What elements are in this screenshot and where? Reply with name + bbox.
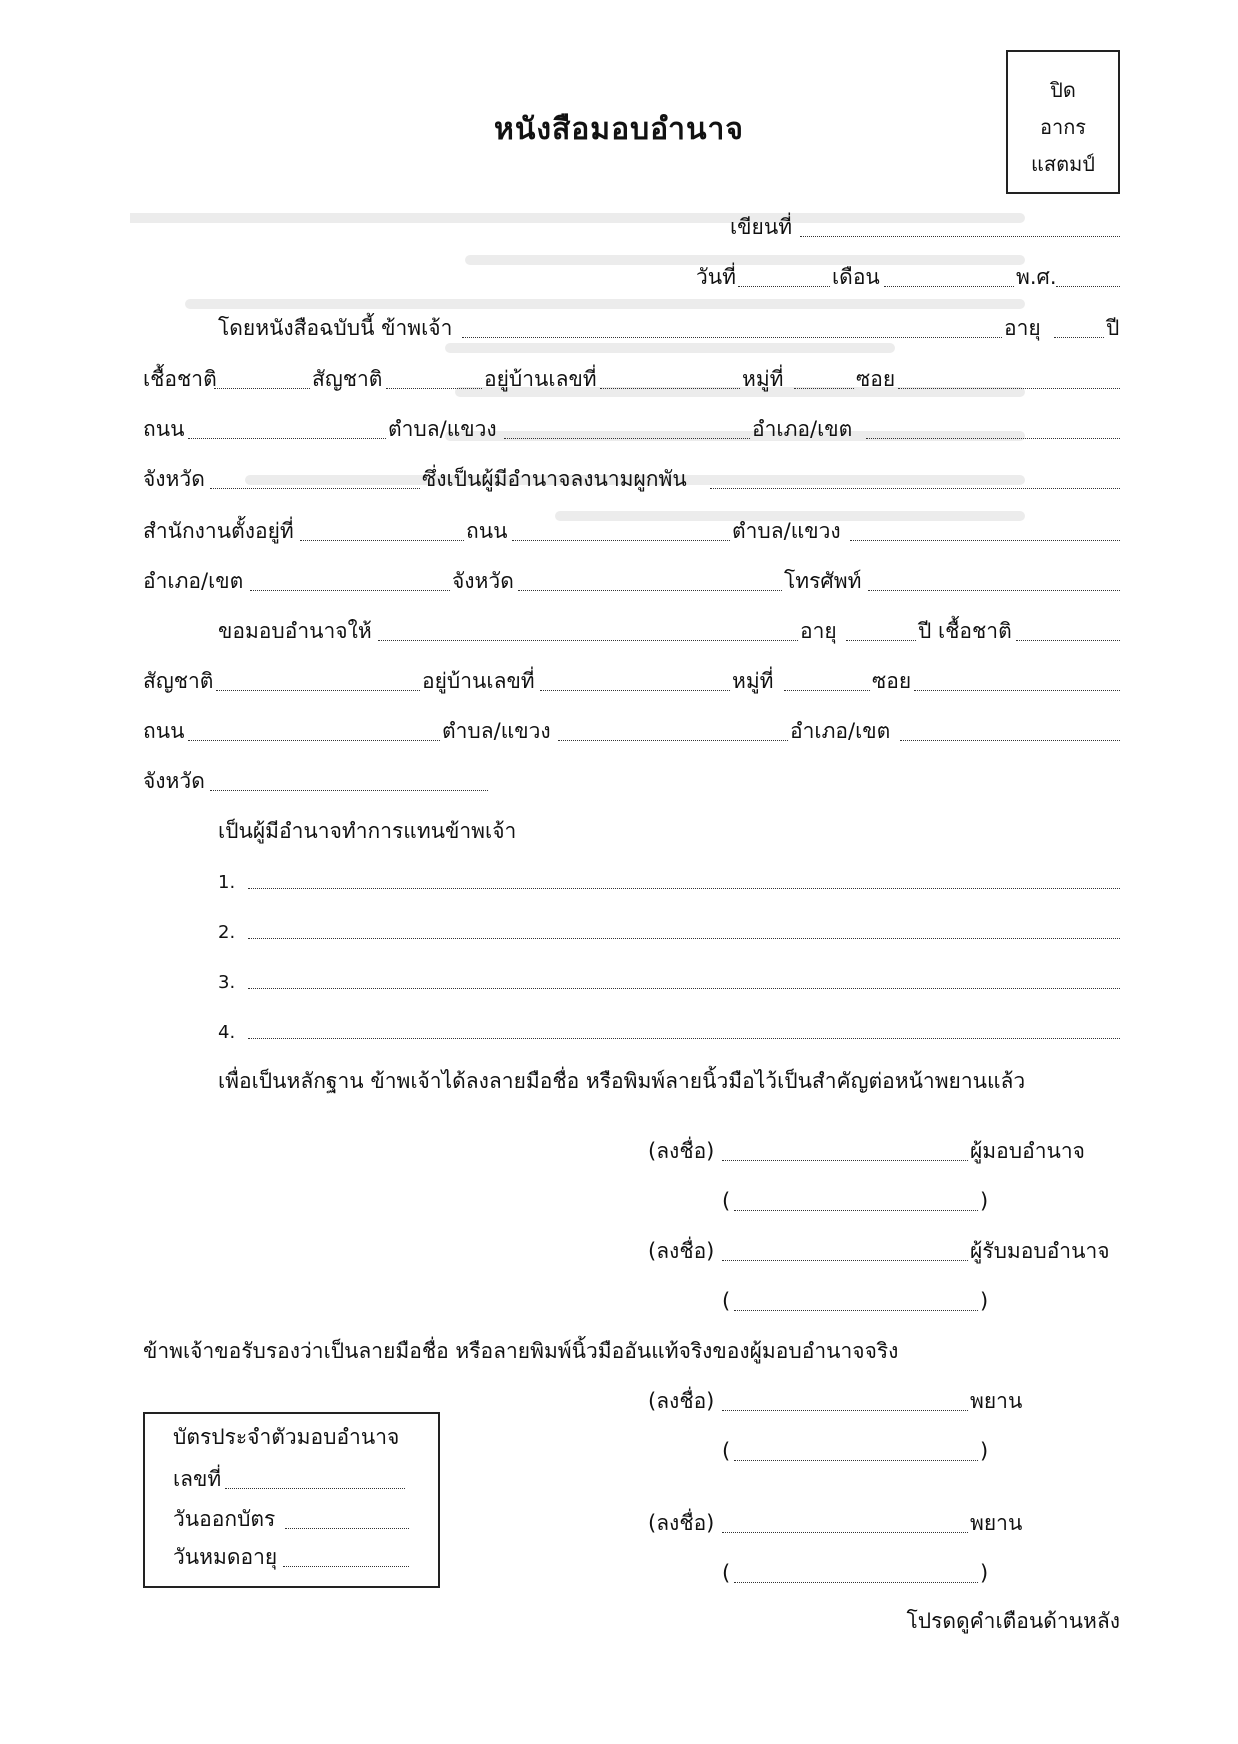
authority-intro: เป็นผู้มีอำนาจทำการแทนข้าพเจ้า bbox=[218, 819, 517, 843]
grantee-nationality-label: สัญชาติ bbox=[143, 669, 214, 693]
office-province-label: จังหวัด bbox=[452, 569, 514, 593]
grantor-role: ผู้มอบอำนาจ bbox=[970, 1139, 1085, 1163]
grantee-intro: ขอมอบอำนาจให้ bbox=[218, 619, 372, 643]
id-card-expiry-field[interactable] bbox=[283, 1566, 409, 1567]
written-at-field[interactable] bbox=[800, 236, 1120, 237]
authority-item-number: 2. bbox=[218, 922, 236, 943]
witness-printed-name-field[interactable] bbox=[734, 1460, 978, 1461]
office-province-field[interactable] bbox=[518, 590, 782, 591]
open-paren: ( bbox=[722, 1289, 731, 1313]
grantee-soi-field[interactable] bbox=[914, 690, 1120, 691]
id-card-title: บัตรประจำตัวมอบอำนาจ bbox=[173, 1425, 400, 1449]
footer-note: โปรดดูคำเตือนด้านหลัง bbox=[906, 1609, 1120, 1633]
office-phone-label: โทรศัพท์ bbox=[784, 569, 862, 593]
authority-item-field[interactable] bbox=[248, 888, 1120, 889]
evidence-statement: เพื่อเป็นหลักฐาน ข้าพเจ้าได้ลงลายมือชื่อ หรือพิมพ์ลายนิ้วมือไว้เป็นสำคัญต่อหน้าพยานแล้ว bbox=[218, 1069, 1026, 1093]
grantee-age-field[interactable] bbox=[846, 640, 916, 641]
witness-role: พยาน bbox=[970, 1389, 1023, 1413]
grantor-age-label: อายุ bbox=[1004, 316, 1041, 340]
office-road-field[interactable] bbox=[512, 540, 730, 541]
grantee-moo-label: หมู่ที่ bbox=[732, 669, 774, 693]
witness-signature-field[interactable] bbox=[722, 1410, 968, 1411]
grantor-moo-field[interactable] bbox=[794, 388, 854, 389]
open-paren: ( bbox=[722, 1189, 731, 1213]
stamp-line: ปิด bbox=[1050, 78, 1076, 102]
grantor-years-label: ปี bbox=[1106, 316, 1120, 340]
office-subdistrict-label: ตำบล/แขวง bbox=[732, 519, 841, 543]
authority-item-field[interactable] bbox=[248, 1038, 1120, 1039]
id-card-number-label: เลขที่ bbox=[173, 1467, 222, 1491]
grantor-soi-field[interactable] bbox=[898, 388, 1120, 389]
grantor-house-field[interactable] bbox=[600, 388, 740, 389]
grantee-road-label: ถนน bbox=[143, 719, 185, 743]
close-paren: ) bbox=[980, 1289, 989, 1313]
certification-statement: ข้าพเจ้าขอรับรองว่าเป็นลายมือชื่อ หรือลายพิมพ์นิ้วมืออันแท้จริงของผู้มอบอำนาจจริง bbox=[143, 1339, 899, 1363]
grantee-age-label: อายุ bbox=[800, 619, 837, 643]
grantor-name-field[interactable] bbox=[462, 337, 1002, 338]
grantee-district-label: อำเภอ/เขต bbox=[790, 719, 891, 743]
grantor-company-field[interactable] bbox=[710, 488, 1120, 489]
authority-item-field[interactable] bbox=[248, 988, 1120, 989]
grantor-province-field[interactable] bbox=[210, 488, 420, 489]
grantor-nationality-field[interactable] bbox=[386, 388, 482, 389]
grantor-subdistrict-field[interactable] bbox=[504, 438, 750, 439]
month-label: เดือน bbox=[832, 265, 880, 289]
grantee-subdistrict-field[interactable] bbox=[558, 740, 788, 741]
id-card-expiry-label: วันหมดอายุ bbox=[173, 1545, 278, 1569]
authority-item-number: 4. bbox=[218, 1022, 236, 1043]
sign-label: (ลงชื่อ) bbox=[648, 1139, 715, 1163]
grantor-house-label: อยู่บ้านเลขที่ bbox=[484, 367, 597, 391]
grantee-years-race-label: ปี เชื้อชาติ bbox=[918, 619, 1012, 643]
close-paren: ) bbox=[980, 1189, 989, 1213]
grantor-race-label: เชื้อชาติ bbox=[143, 367, 217, 391]
office-district-field[interactable] bbox=[250, 590, 450, 591]
grantee-name-field[interactable] bbox=[378, 640, 798, 641]
authority-item-number: 1. bbox=[218, 872, 236, 893]
witness-role: พยาน bbox=[970, 1511, 1023, 1535]
office-field[interactable] bbox=[300, 540, 464, 541]
grantee-role: ผู้รับมอบอำนาจ bbox=[970, 1239, 1110, 1263]
stamp-line: แสตมป์ bbox=[1031, 152, 1095, 176]
open-paren: ( bbox=[722, 1439, 731, 1463]
grantee-province-label: จังหวัด bbox=[143, 769, 205, 793]
close-paren: ) bbox=[980, 1561, 989, 1585]
date-label: วันที่ bbox=[696, 265, 736, 289]
witness-printed-name-field[interactable] bbox=[734, 1582, 978, 1583]
sign-label: (ลงชื่อ) bbox=[648, 1239, 715, 1263]
office-road-label: ถนน bbox=[466, 519, 508, 543]
grantor-race-field[interactable] bbox=[214, 388, 310, 389]
grantee-soi-label: ซอย bbox=[872, 669, 912, 693]
witness-signature-field[interactable] bbox=[722, 1532, 968, 1533]
office-phone-field[interactable] bbox=[868, 590, 1120, 591]
grantor-district-field[interactable] bbox=[866, 438, 1120, 439]
grantee-road-field[interactable] bbox=[188, 740, 440, 741]
grantor-printed-name-field[interactable] bbox=[734, 1210, 978, 1211]
year-field[interactable] bbox=[1056, 286, 1120, 287]
grantor-road-field[interactable] bbox=[188, 438, 386, 439]
written-at-label: เขียนที่ bbox=[730, 215, 793, 239]
authority-item-field[interactable] bbox=[248, 938, 1120, 939]
grantor-subdistrict-label: ตำบล/แขวง bbox=[388, 417, 497, 441]
grantor-signatory-label: ซึ่งเป็นผู้มีอำนาจลงนามผูกพัน bbox=[422, 467, 687, 491]
date-field[interactable] bbox=[738, 286, 830, 287]
grantee-district-field[interactable] bbox=[900, 740, 1120, 741]
id-card-box bbox=[143, 1412, 440, 1588]
stamp-line: อากร bbox=[1039, 115, 1087, 139]
authority-item-number: 3. bbox=[218, 972, 236, 993]
grantee-subdistrict-label: ตำบล/แขวง bbox=[442, 719, 551, 743]
stamp-box bbox=[1006, 50, 1120, 194]
id-card-issue-field[interactable] bbox=[285, 1528, 409, 1529]
grantee-signature-field[interactable] bbox=[722, 1260, 968, 1261]
office-district-label: อำเภอ/เขต bbox=[143, 569, 244, 593]
year-label: พ.ศ. bbox=[1016, 265, 1057, 289]
grantor-age-field[interactable] bbox=[1054, 337, 1104, 338]
grantor-soi-label: ซอย bbox=[856, 367, 896, 391]
open-paren: ( bbox=[722, 1561, 731, 1585]
grantee-race-field[interactable] bbox=[1016, 640, 1120, 641]
month-field[interactable] bbox=[884, 286, 1014, 287]
id-card-number-field[interactable] bbox=[225, 1488, 405, 1489]
page-title: หนังสือมอบอำนาจ bbox=[494, 112, 744, 147]
grantor-signature-field[interactable] bbox=[722, 1160, 968, 1161]
grantee-moo-field[interactable] bbox=[784, 690, 870, 691]
grantee-nationality-field[interactable] bbox=[216, 690, 420, 691]
grantor-district-label: อำเภอ/เขต bbox=[752, 417, 853, 441]
grantee-house-field[interactable] bbox=[540, 690, 730, 691]
sign-label: (ลงชื่อ) bbox=[648, 1389, 715, 1413]
sign-label: (ลงชื่อ) bbox=[648, 1511, 715, 1535]
grantor-road-label: ถนน bbox=[143, 417, 185, 441]
grantee-printed-name-field[interactable] bbox=[734, 1310, 978, 1311]
id-card-issue-label: วันออกบัตร bbox=[173, 1507, 276, 1531]
grantor-moo-label: หมู่ที่ bbox=[742, 367, 784, 391]
grantor-intro: โดยหนังสือฉบับนี้ ข้าพเจ้า bbox=[218, 316, 453, 340]
office-label: สำนักงานตั้งอยู่ที่ bbox=[143, 519, 294, 543]
grantee-province-field[interactable] bbox=[210, 790, 488, 791]
grantor-province-label: จังหวัด bbox=[143, 467, 205, 491]
close-paren: ) bbox=[980, 1439, 989, 1463]
office-subdistrict-field[interactable] bbox=[850, 540, 1120, 541]
grantor-nationality-label: สัญชาติ bbox=[312, 367, 383, 391]
grantee-house-label: อยู่บ้านเลขที่ bbox=[422, 669, 535, 693]
